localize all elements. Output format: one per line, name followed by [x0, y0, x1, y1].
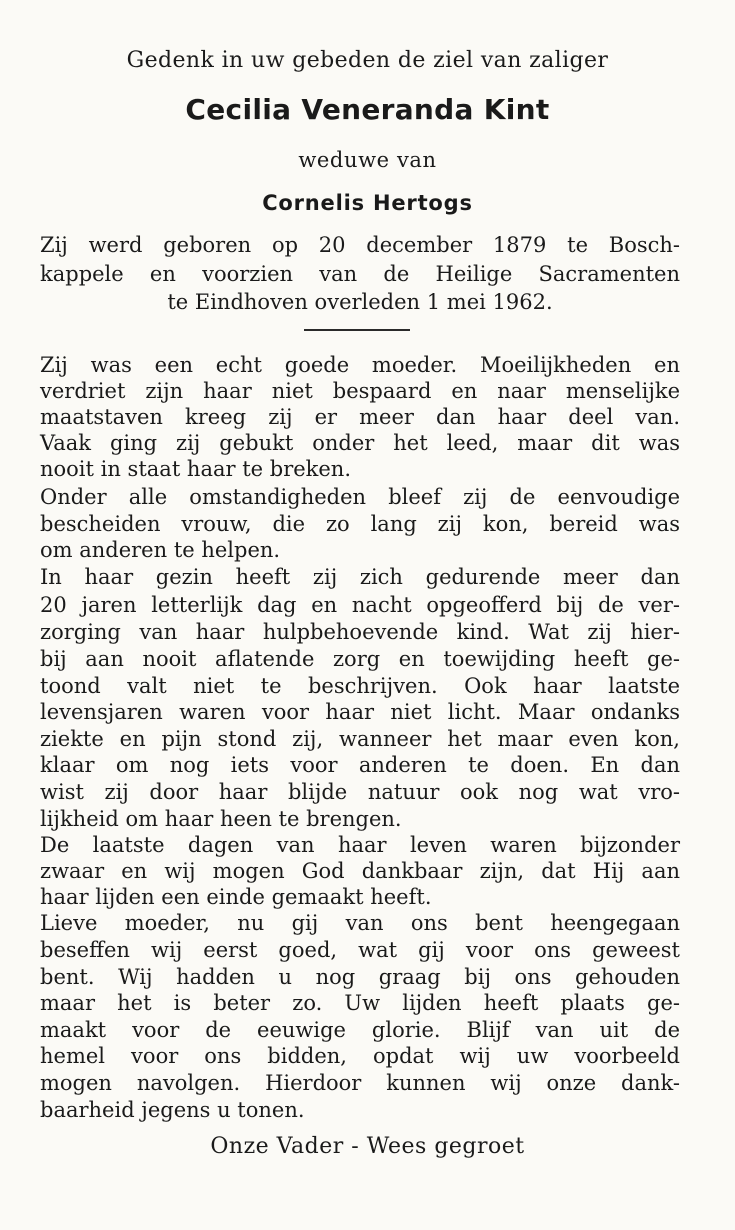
birth-line-3: te Eindhoven overleden 1 mei 1962.	[167, 290, 553, 314]
body-line-28: mogen navolgen. Hierdoor kunnen wij onze dank-	[40, 1071, 680, 1095]
body-line-2: verdriet zijn haar niet bespaard en naar menselijke	[40, 379, 680, 403]
body-line-7: bescheiden vrouw, die zo lang zij kon, bereid was	[40, 512, 680, 536]
body-line-18: lijkheid om haar heen te brengen.	[40, 807, 402, 831]
body-line-26: maakt voor de eeuwige glorie. Blijf van uit de	[40, 1018, 680, 1042]
body-line-23: beseffen wij eerst goed, wat gij voor ons geweest	[40, 938, 680, 962]
birth-line-1: Zij werd geboren op 20 december 1879 te Bosch-	[40, 233, 680, 257]
body-line-12: bij aan nooit aflatende zorg en toewijding heeft ge-	[40, 647, 680, 671]
body-line-21: haar lijden een einde gemaakt heeft.	[40, 885, 432, 909]
body-line-22: Lieve moeder, nu gij van ons bent heengegaan	[40, 911, 680, 935]
husband-name: Cornelis Hertogs	[262, 191, 473, 215]
body-line-13: toond valt niet te beschrijven. Ook haar laatste	[40, 674, 680, 698]
body-line-19: De laatste dagen van haar leven waren bijzonder	[40, 833, 680, 857]
body-line-14: levensjaren waren voor haar niet licht. Maar ondanks	[40, 700, 680, 724]
body-line-16: klaar om nog iets voor anderen te doen. En dan	[40, 753, 680, 777]
body-line-15: ziekte en pijn stond zij, wanneer het maar even kon,	[40, 727, 680, 751]
body-line-25: maar het is beter zo. Uw lijden heeft plaats ge-	[40, 991, 680, 1015]
body-line-6: Onder alle omstandigheden bleef zij de eenvoudige	[40, 485, 680, 509]
deceased-name: Cecilia Veneranda Kint	[185, 93, 550, 126]
birth-line-2: kappele en voorzien van de Heilige Sacramenten	[40, 262, 680, 286]
body-line-5: nooit in staat haar te breken.	[40, 457, 352, 481]
body-line-29: baarheid jegens u tonen.	[40, 1098, 305, 1122]
body-line-24: bent. Wij hadden u nog graag bij ons gehouden	[40, 965, 680, 989]
body-line-27: hemel voor ons bidden, opdat wij uw voorbeeld	[40, 1044, 680, 1068]
intro-line: Gedenk in uw gebeden de ziel van zaliger	[126, 48, 609, 73]
body-line-4: Vaak ging zij gebukt onder het leed, maar dit was	[40, 431, 680, 455]
divider-rule	[304, 329, 410, 331]
prayer-line: Onze Vader - Wees gegroet	[210, 1134, 525, 1159]
body-line-10: 20 jaren letterlijk dag en nacht opgeofferd bij de ver-	[40, 593, 680, 617]
body-line-9: In haar gezin heeft zij zich gedurende meer dan	[40, 565, 680, 589]
widow-of-line: weduwe van	[298, 148, 437, 172]
body-line-20: zwaar en wij mogen God dankbaar zijn, dat Hij aan	[40, 859, 680, 883]
body-line-17: wist zij door haar blijde natuur ook nog wat vro-	[40, 780, 680, 804]
body-line-11: zorging van haar hulpbehoevende kind. Wat zij hier-	[40, 620, 680, 644]
body-line-1: Zij was een echt goede moeder. Moeilijkheden en	[40, 353, 680, 377]
body-line-3: maatstaven kreeg zij er meer dan haar deel van.	[40, 405, 680, 429]
body-line-8: om anderen te helpen.	[40, 538, 281, 562]
